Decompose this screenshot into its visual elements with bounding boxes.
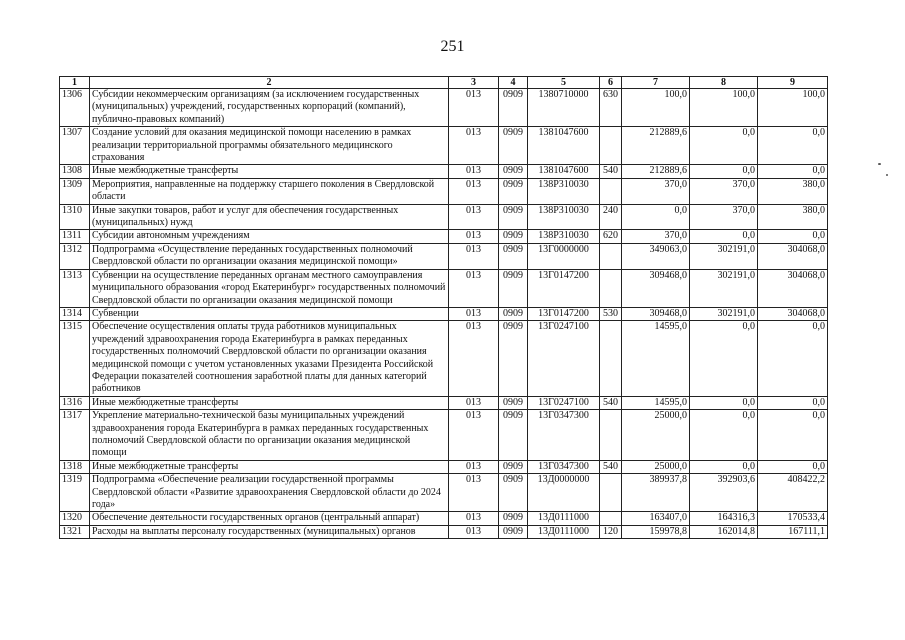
expense-type-code: 540 [600,460,622,473]
row-number: 1311 [60,230,90,243]
expense-type-code [600,127,622,165]
amount-col-8: 0,0 [690,165,758,178]
ministry-code: 013 [449,460,499,473]
table-row [60,410,828,461]
ministry-code: 013 [449,512,499,525]
amount-col-7: 309468,0 [622,269,690,307]
amount-col-7: 25000,0 [622,410,690,461]
target-article-code: 138P310030 [528,204,600,230]
row-description: Субсидии автономным учреждениям [90,230,449,243]
row-number: 1320 [60,512,90,525]
amount-col-9: 170533,4 [758,512,828,525]
row-number: 1312 [60,243,90,269]
table-row [60,307,828,320]
expense-type-code: 620 [600,230,622,243]
amount-col-9: 0,0 [758,396,828,409]
target-article-code: 13Д0000000 [528,474,600,512]
amount-col-9: 408422,2 [758,474,828,512]
row-description: Подпрограмма «Осуществление переданных государственных полномочий Свердловской области по организации оказания медицинской помощи» [90,243,449,269]
amount-col-8: 0,0 [690,410,758,461]
table-row [60,512,828,525]
section-code: 0909 [499,474,528,512]
row-number: 1306 [60,89,90,127]
amount-col-8: 0,0 [690,321,758,396]
row-description: Обеспечение осуществления оплаты труда работников муниципальных учреждений здравоохранения города Екатеринбурга в рамках переданных государственных полномочий Свердловской области по организации оказания медицинской помощи с учетом установленных указами Президента Российской Федерации показателей соотношения заработной платы для данных категорий работников [90,321,449,396]
row-description: Субвенции [90,307,449,320]
table-row [60,89,828,127]
ministry-code: 013 [449,127,499,165]
row-number: 1310 [60,204,90,230]
row-description: Обеспечение деятельности государственных органов (центральный аппарат) [90,512,449,525]
table-row [60,165,828,178]
target-article-code: 13Г0147200 [528,307,600,320]
column-header: 4 [499,77,528,89]
row-number: 1316 [60,396,90,409]
ministry-code: 013 [449,474,499,512]
amount-col-7: 370,0 [622,230,690,243]
target-article-code: 138P310030 [528,178,600,204]
row-number: 1317 [60,410,90,461]
row-description: Иные межбюджетные трансферты [90,165,449,178]
amount-col-9: 0,0 [758,460,828,473]
column-header: 9 [758,77,828,89]
amount-col-9: 380,0 [758,204,828,230]
amount-col-7: 159978,8 [622,525,690,538]
page-number: 251 [440,38,465,55]
expense-type-code: 540 [600,165,622,178]
section-code: 0909 [499,178,528,204]
target-article-code: 1381047600 [528,127,600,165]
section-code: 0909 [499,410,528,461]
amount-col-8: 162014,8 [690,525,758,538]
table-row [60,230,828,243]
amount-col-8: 370,0 [690,204,758,230]
table-row [60,525,828,538]
target-article-code: 13Г0247100 [528,321,600,396]
section-code: 0909 [499,204,528,230]
amount-col-7: 14595,0 [622,321,690,396]
amount-col-9: 380,0 [758,178,828,204]
column-header: 3 [449,77,499,89]
column-header: 2 [90,77,449,89]
table-row [60,321,828,396]
scan-speck [886,174,888,176]
row-number: 1321 [60,525,90,538]
amount-col-9: 304068,0 [758,307,828,320]
row-description: Иные межбюджетные трансферты [90,396,449,409]
column-header: 7 [622,77,690,89]
target-article-code: 1381047600 [528,165,600,178]
row-description: Субвенции на осуществление переданных органам местного самоуправления муниципального образования «город Екатеринбург» государственных полномочий Свердловской области по организации оказания медицинской помощи [90,269,449,307]
target-article-code: 13Г0347300 [528,460,600,473]
amount-col-9: 0,0 [758,321,828,396]
amount-col-7: 0,0 [622,204,690,230]
ministry-code: 013 [449,89,499,127]
target-article-code: 138P310030 [528,230,600,243]
amount-col-7: 349063,0 [622,243,690,269]
section-code: 0909 [499,127,528,165]
column-header: 8 [690,77,758,89]
ministry-code: 013 [449,321,499,396]
section-code: 0909 [499,525,528,538]
expense-type-code [600,269,622,307]
amount-col-7: 163407,0 [622,512,690,525]
budget-table [59,76,828,539]
expense-type-code [600,321,622,396]
amount-col-8: 302191,0 [690,269,758,307]
target-article-code: 13Д0111000 [528,525,600,538]
row-description: Подпрограмма «Обеспечение реализации государственной программы Свердловской области «Развитие здравоохранения Свердловской области до 2024 года» [90,474,449,512]
expense-type-code: 240 [600,204,622,230]
amount-col-9: 304068,0 [758,243,828,269]
amount-col-7: 212889,6 [622,165,690,178]
amount-col-9: 0,0 [758,127,828,165]
table-row [60,396,828,409]
table-row [60,127,828,165]
amount-col-8: 0,0 [690,127,758,165]
expense-type-code: 120 [600,525,622,538]
target-article-code: 13Г0347300 [528,410,600,461]
row-description: Создание условий для оказания медицинской помощи населению в рамках реализации территориальной программы обязательного медицинского страхования [90,127,449,165]
amount-col-7: 212889,6 [622,127,690,165]
ministry-code: 013 [449,243,499,269]
ministry-code: 013 [449,204,499,230]
amount-col-7: 25000,0 [622,460,690,473]
section-code: 0909 [499,460,528,473]
column-header: 5 [528,77,600,89]
ministry-code: 013 [449,269,499,307]
section-code: 0909 [499,89,528,127]
row-number: 1315 [60,321,90,396]
amount-col-7: 100,0 [622,89,690,127]
amount-col-8: 164316,3 [690,512,758,525]
table-row [60,460,828,473]
row-number: 1307 [60,127,90,165]
row-description: Мероприятия, направленные на поддержку старшего поколения в Свердловской области [90,178,449,204]
target-article-code: 13Г0000000 [528,243,600,269]
amount-col-7: 389937,8 [622,474,690,512]
amount-col-9: 0,0 [758,410,828,461]
table-row [60,204,828,230]
amount-col-9: 304068,0 [758,269,828,307]
ministry-code: 013 [449,165,499,178]
table-row [60,178,828,204]
row-number: 1308 [60,165,90,178]
amount-col-8: 370,0 [690,178,758,204]
amount-col-7: 309468,0 [622,307,690,320]
amount-col-8: 392903,6 [690,474,758,512]
target-article-code: 13Г0147200 [528,269,600,307]
section-code: 0909 [499,243,528,269]
row-description: Укрепление материально-технической базы муниципальных учреждений здравоохранения города Екатеринбурга в рамках переданных государственных полномочий Свердловской области по организации оказания медицинской помощи [90,410,449,461]
row-number: 1309 [60,178,90,204]
ministry-code: 013 [449,525,499,538]
row-description: Субсидии некоммерческим организациям (за исключением государственных (муниципальных) учреждений, государственных корпораций (компаний), публично-правовых компаний) [90,89,449,127]
target-article-code: 1380710000 [528,89,600,127]
row-number: 1314 [60,307,90,320]
expense-type-code [600,410,622,461]
table-header-row [60,77,828,89]
amount-col-9: 0,0 [758,165,828,178]
amount-col-8: 0,0 [690,396,758,409]
section-code: 0909 [499,307,528,320]
table-row [60,269,828,307]
amount-col-8: 302191,0 [690,307,758,320]
row-number: 1313 [60,269,90,307]
section-code: 0909 [499,512,528,525]
expense-type-code [600,178,622,204]
section-code: 0909 [499,396,528,409]
column-header: 6 [600,77,622,89]
expense-type-code: 630 [600,89,622,127]
table-row [60,474,828,512]
row-number: 1318 [60,460,90,473]
ministry-code: 013 [449,410,499,461]
row-description: Расходы на выплаты персоналу государственных (муниципальных) органов [90,525,449,538]
section-code: 0909 [499,230,528,243]
table-row [60,243,828,269]
target-article-code: 13Д0111000 [528,512,600,525]
section-code: 0909 [499,165,528,178]
target-article-code: 13Г0247100 [528,396,600,409]
amount-col-9: 0,0 [758,230,828,243]
amount-col-9: 100,0 [758,89,828,127]
ministry-code: 013 [449,178,499,204]
row-description: Иные межбюджетные трансферты [90,460,449,473]
column-header: 1 [60,77,90,89]
table-body [60,89,828,539]
expense-type-code: 530 [600,307,622,320]
section-code: 0909 [499,321,528,396]
row-number: 1319 [60,474,90,512]
row-description: Иные закупки товаров, работ и услуг для обеспечения государственных (муниципальных) нужд [90,204,449,230]
amount-col-7: 370,0 [622,178,690,204]
amount-col-7: 14595,0 [622,396,690,409]
expense-type-code [600,512,622,525]
amount-col-8: 0,0 [690,230,758,243]
amount-col-8: 302191,0 [690,243,758,269]
ministry-code: 013 [449,307,499,320]
amount-col-8: 100,0 [690,89,758,127]
expense-type-code [600,243,622,269]
ministry-code: 013 [449,230,499,243]
section-code: 0909 [499,269,528,307]
amount-col-9: 167111,1 [758,525,828,538]
ministry-code: 013 [449,396,499,409]
scan-speck [878,163,881,165]
expense-type-code: 540 [600,396,622,409]
amount-col-8: 0,0 [690,460,758,473]
expense-type-code [600,474,622,512]
